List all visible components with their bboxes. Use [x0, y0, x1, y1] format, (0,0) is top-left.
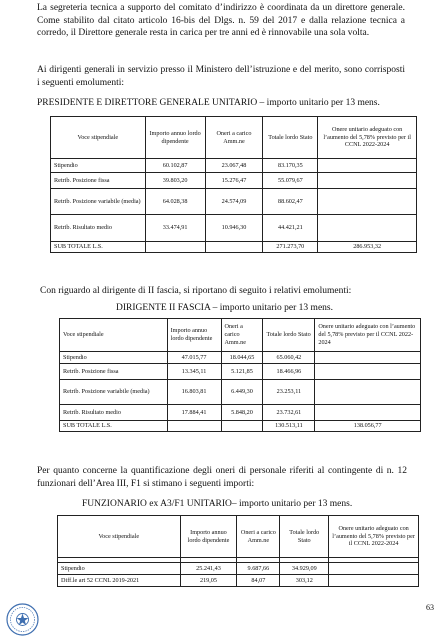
- subtotal-value: 271.273,70: [263, 242, 318, 253]
- cell-label: Stipendio: [51, 159, 146, 173]
- table-header-row: [58, 516, 419, 558]
- cell-value: 16.803,81: [167, 380, 221, 405]
- cell-label: Stipendio: [60, 352, 168, 364]
- cell-label: Retrib. Risultato medio: [51, 215, 146, 242]
- table-row: [60, 380, 421, 405]
- header-cell: Importo annuo lordo dipendente: [145, 117, 205, 159]
- cell-label: Diff.le art 52 CCNL 2019-2021: [58, 575, 181, 587]
- cell-empty: [315, 352, 421, 364]
- cell-value: 9.687,66: [237, 563, 280, 575]
- table-president-emoluments: [50, 116, 417, 253]
- cell-value: 15.276,47: [205, 173, 263, 189]
- subtotal-adjusted: 138.056,77: [315, 421, 421, 432]
- cell-value: 33.474,91: [145, 215, 205, 242]
- table-row: [60, 405, 421, 421]
- table-title-dirigente: DIRIGENTE II FASCIA – importo unitario per 13 mens.: [116, 303, 333, 313]
- table-row: [51, 159, 417, 173]
- subtotal-value: 130.513,11: [263, 421, 315, 432]
- table-row: [51, 173, 417, 189]
- header-cell: Onere unitario adeguato con l’aumento del 5,78% previsto per il CCNL 2022-2024: [318, 117, 417, 159]
- cell-value: 65.060,42: [263, 352, 315, 364]
- header-cell: Onere unitario adeguato con l’aumento del 5,78% previsto per il CCNL 2022-2024: [315, 319, 421, 352]
- cell-value: 39.803,20: [145, 173, 205, 189]
- table-row: [60, 352, 421, 364]
- cell-value: 55.079,67: [263, 173, 318, 189]
- header-cell: Oneri a carico Amm.ne: [237, 516, 280, 558]
- cell-value: 24.574,09: [205, 189, 263, 215]
- cell-label: Retrib. Risultato medio: [60, 405, 168, 421]
- paragraph-general-managers: Ai dirigenti generali in servizio presso il Ministero dell’istruzione e del merito, sono corrisposti i seguenti emolumenti:: [37, 65, 405, 88]
- table-header-row: [60, 319, 421, 352]
- cell-value: 303,12: [280, 575, 329, 587]
- cell-value: 44.421,21: [263, 215, 318, 242]
- table-row: [58, 563, 419, 575]
- table-row: [51, 215, 417, 242]
- paragraph-second-tier: Con riguardo al dirigente di II fascia, si riportano di seguito i relativi emolumenti:: [40, 286, 352, 296]
- cell-empty: [318, 173, 417, 189]
- subtotal-label: SUB TOTALE L.S.: [51, 242, 146, 253]
- table-title-president: PRESIDENTE E DIRETTORE GENERALE UNITARIO – importo unitario per 13 mens.: [37, 98, 380, 108]
- cell-label: Retrib. Posizione variabile (media): [51, 189, 146, 215]
- cell-value: 25.241,43: [180, 563, 237, 575]
- cell-value: 83.170,35: [263, 159, 318, 173]
- cell-value: 23.067,48: [205, 159, 263, 173]
- cell-value: 60.102,87: [145, 159, 205, 173]
- header-cell: Voce stipendiale: [51, 117, 146, 159]
- cell-empty: [315, 364, 421, 380]
- table-header-row: [51, 117, 417, 159]
- page-number: 63: [426, 603, 434, 612]
- cell-value: 23.732,61: [263, 405, 315, 421]
- cell-value: 5.848,20: [221, 405, 263, 421]
- header-cell: Voce stipendiale: [60, 319, 168, 352]
- cell-value: 13.345,11: [167, 364, 221, 380]
- cell-value: 5.121,85: [221, 364, 263, 380]
- header-cell: Totale lordo Stato: [263, 319, 315, 352]
- header-cell: Oneri a carico Amm.ne: [221, 319, 263, 352]
- header-cell: Importo annuo lordo dipendente: [180, 516, 237, 558]
- cell-value: 64.028,38: [145, 189, 205, 215]
- cell-empty: [329, 575, 419, 587]
- cell-value: 23.253,11: [263, 380, 315, 405]
- cell-empty: [167, 421, 221, 432]
- paragraph-secretariat: La segreteria tecnica a supporto del comitato d’indirizzo è coordinata da un direttore generale. Come stabilito dal citato articolo 16-bis del Dlgs. n. 59 del 2017 e dalla relazione tecnica a corredo, il Direttore generale resta in carica per tre anni ed è rinnovabile una sola volta.: [37, 3, 405, 39]
- cell-empty: [318, 215, 417, 242]
- header-cell: Oneri a carico Amm.ne: [205, 117, 263, 159]
- cell-value: 10.946,30: [205, 215, 263, 242]
- cell-empty: [145, 242, 205, 253]
- cell-empty: [329, 563, 419, 575]
- table-row: [51, 189, 417, 215]
- cell-label: Retrib. Posizione fissa: [51, 173, 146, 189]
- subtotal-label: SUB TOTALE L.S.: [60, 421, 168, 432]
- table-funzionario-emoluments: [57, 515, 419, 587]
- header-cell: Importo annuo lordo dipendente: [167, 319, 221, 352]
- header-cell: Onere unitario adeguato con l’aumento del 5,78% previsto per il CCNL 2022-2024: [329, 516, 419, 558]
- cell-value: 18.044,65: [221, 352, 263, 364]
- paragraph-officials: Per quanto concerne la quantificazione degli oneri di personale riferiti al contingente di n. 12 funzionari dell’Area III, F1 si stimano i seguenti importi:: [37, 466, 407, 489]
- cell-empty: [318, 189, 417, 215]
- header-cell: Totale lordo Stato: [263, 117, 318, 159]
- table-row: [58, 575, 419, 587]
- table-row: [60, 364, 421, 380]
- cell-value: 47.015,77: [167, 352, 221, 364]
- cell-label: Retrib. Posizione variabile (media): [60, 380, 168, 405]
- cell-value: 6.449,30: [221, 380, 263, 405]
- header-cell: Totale lordo Stato: [280, 516, 329, 558]
- cell-empty: [318, 159, 417, 173]
- republic-emblem-icon: [6, 603, 39, 636]
- table-subtotal-row: [60, 421, 421, 432]
- cell-label: Stipendio: [58, 563, 181, 575]
- cell-empty: [315, 380, 421, 405]
- subtotal-adjusted: 286.953,32: [318, 242, 417, 253]
- cell-label: Retrib. Posizione fissa: [60, 364, 168, 380]
- table-subtotal-row: [51, 242, 417, 253]
- table-dirigente-emoluments: [59, 318, 421, 432]
- cell-value: 219,05: [180, 575, 237, 587]
- cell-empty: [205, 242, 263, 253]
- cell-value: 18.466,96: [263, 364, 315, 380]
- cell-empty: [315, 405, 421, 421]
- cell-value: 84,07: [237, 575, 280, 587]
- table-title-funzionario: FUNZIONARIO ex A3/F1 UNITARIO– importo unitario per 13 mens.: [82, 499, 353, 509]
- cell-value: 88.602,47: [263, 189, 318, 215]
- cell-value: 34.929,09: [280, 563, 329, 575]
- cell-empty: [221, 421, 263, 432]
- header-cell: Voce stipendiale: [58, 516, 181, 558]
- cell-value: 17.884,41: [167, 405, 221, 421]
